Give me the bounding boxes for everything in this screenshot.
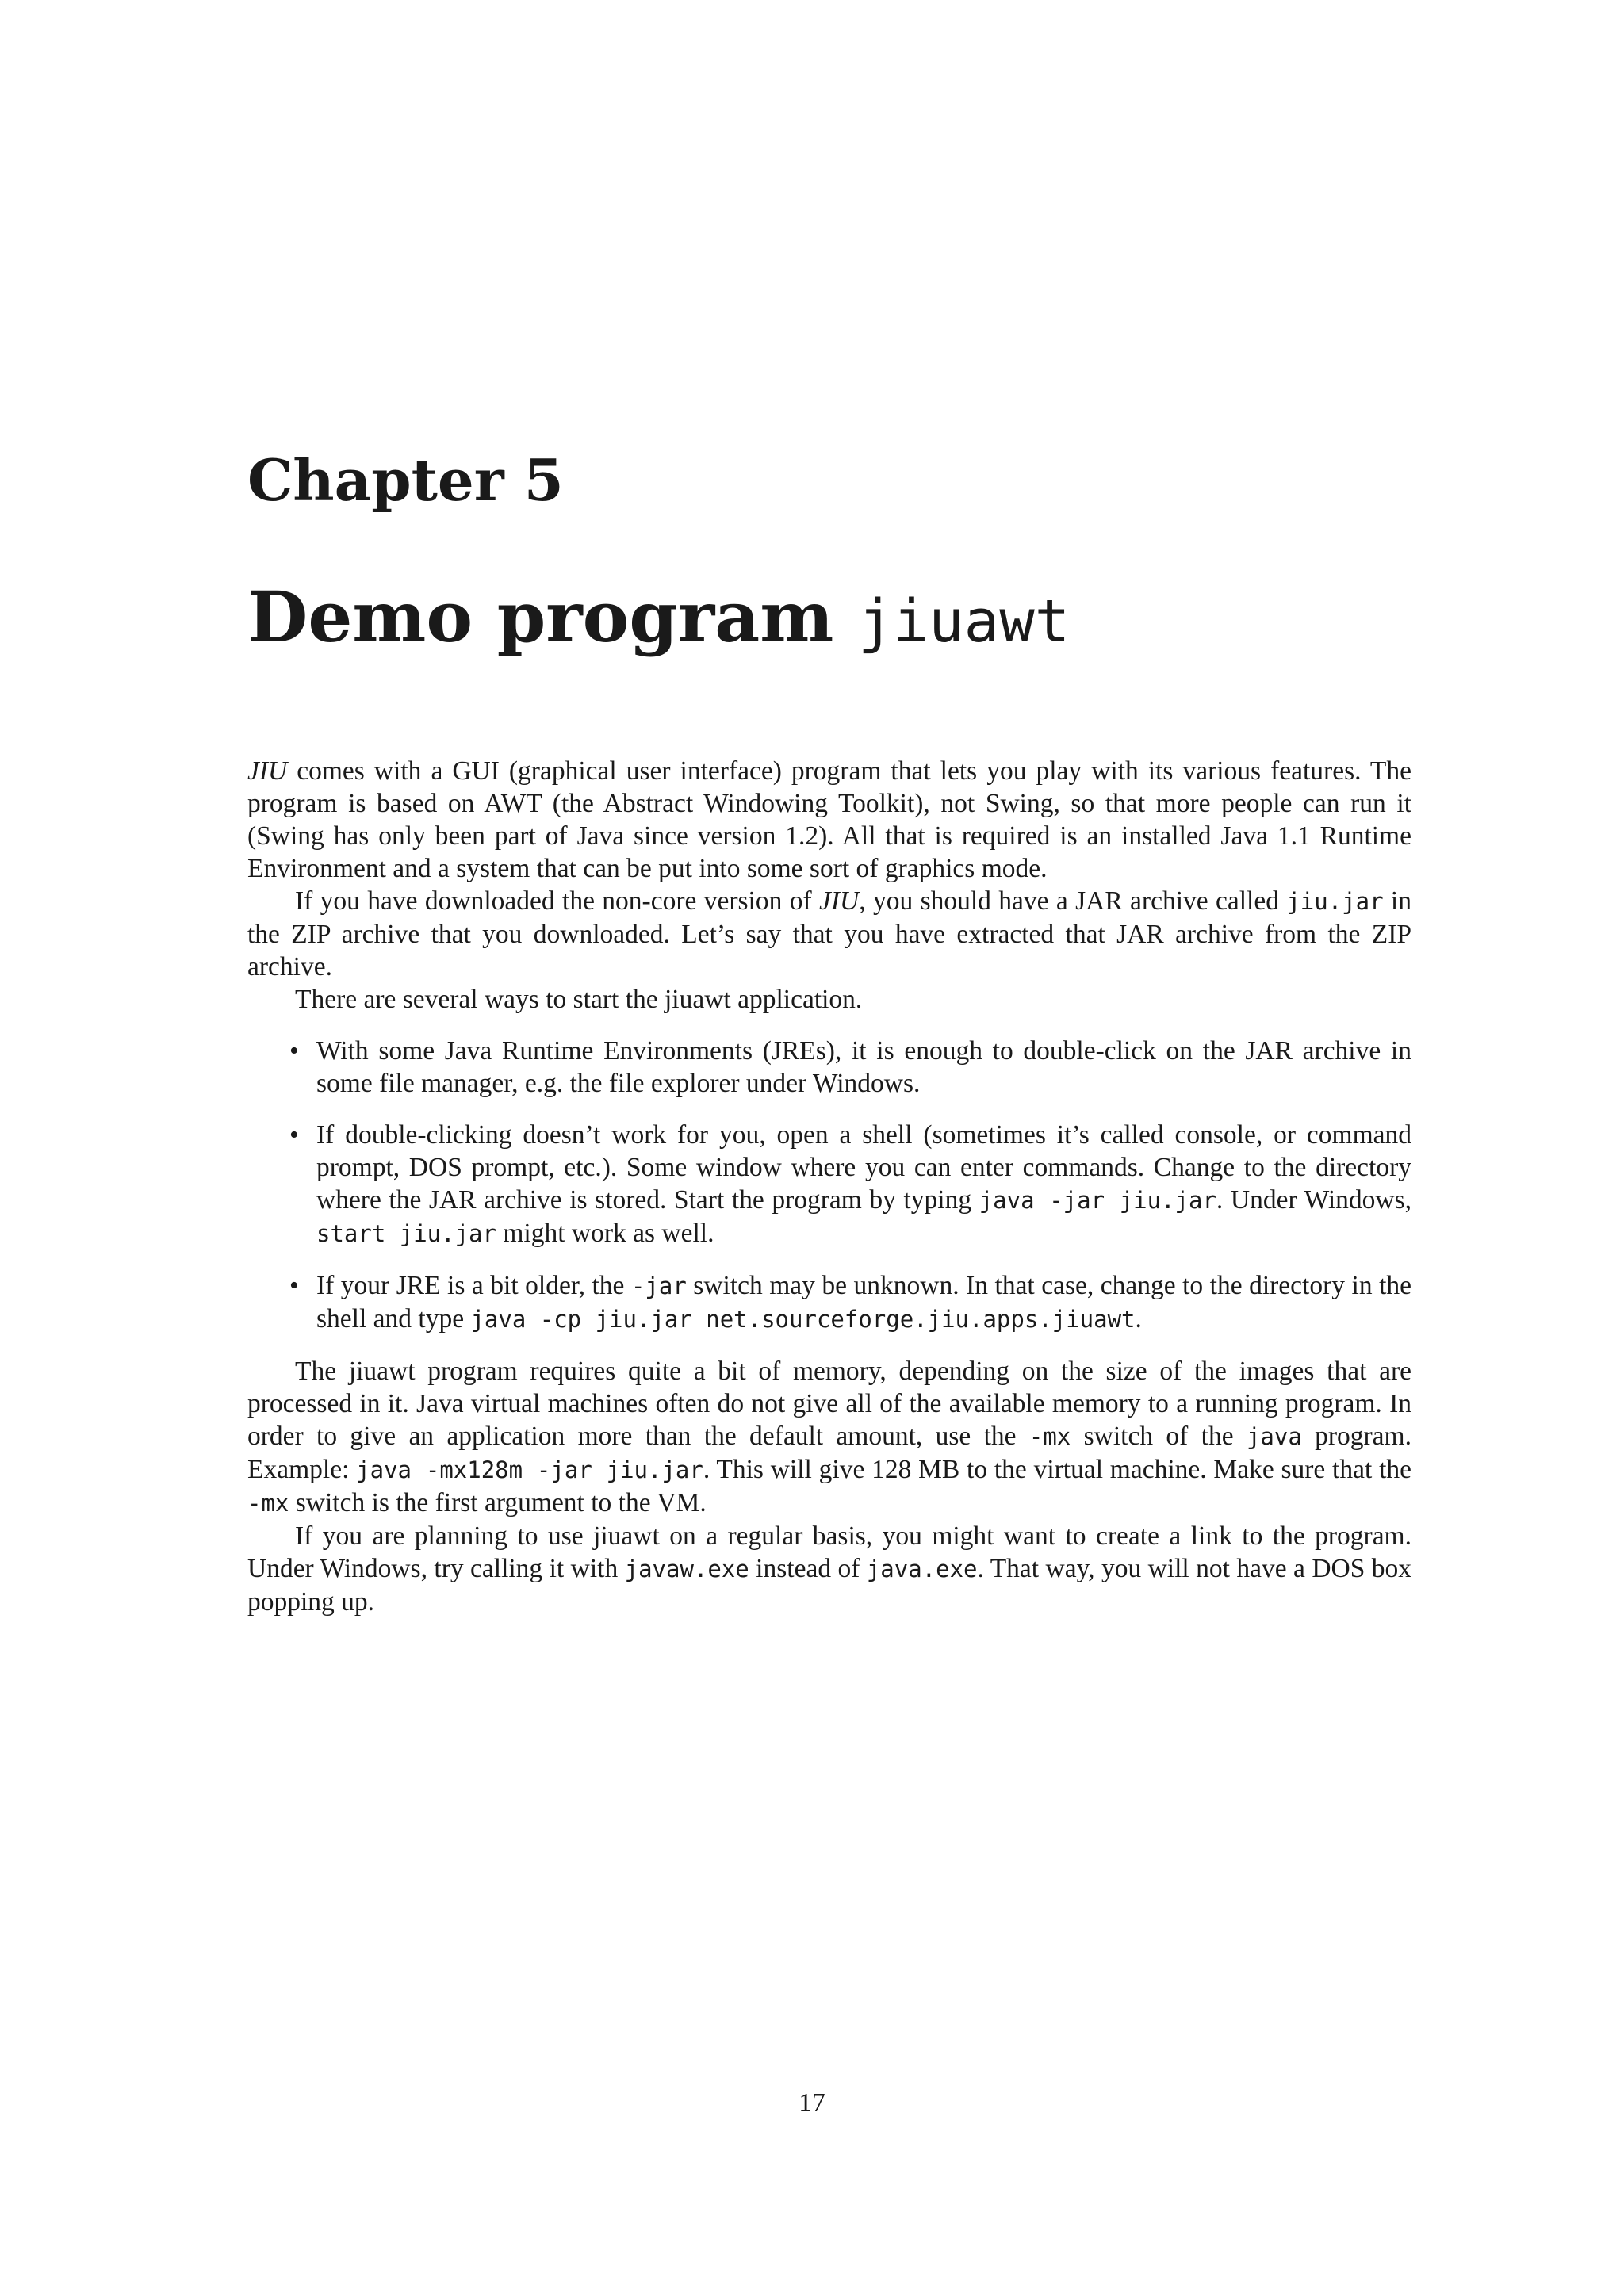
paragraph-5-code: java.exe (866, 1556, 978, 1582)
chapter-title-code: jiuawt (858, 587, 1071, 656)
paragraph-4-text-d: . This will give 128 MB to the virtual machine. Make sure that the (703, 1455, 1411, 1484)
list-item (289, 1035, 1411, 1100)
list-item-text-b: . Under Windows, (1216, 1185, 1412, 1215)
paragraph-4-code: java (1246, 1423, 1302, 1450)
start-methods-list (247, 1035, 1411, 1336)
body-text (247, 755, 1411, 1618)
list-item-code: java -cp jiu.jar net.sourceforge.jiu.apps.jiuawt (470, 1306, 1136, 1333)
list-item-text-a: If your JRE is a bit older, the (316, 1271, 631, 1300)
paragraph-2-emphasis: JIU (818, 886, 860, 916)
list-item-text-c: might work as well. (496, 1219, 714, 1248)
list-item-code: java -jar jiu.jar (979, 1187, 1216, 1214)
page-number: 17 (799, 2088, 825, 2118)
chapter-label: Chapter 5 (247, 446, 564, 514)
paragraph-5 (247, 1520, 1411, 1618)
paragraph-3: There are several ways to start the jiuawt application. (295, 985, 863, 1014)
paragraph-1-emphasis: JIU (247, 756, 288, 786)
paragraph-4-text-e: switch is the first argument to the VM. (289, 1488, 707, 1517)
paragraph-4-code: -mx (247, 1490, 289, 1517)
paragraph-4 (247, 1355, 1411, 1520)
paragraph-5-text-c: . That way, you will not have a DOS box popping up. (247, 1554, 1412, 1617)
paragraph-5-code: javaw.exe (624, 1556, 749, 1582)
chapter-content (247, 446, 1412, 1618)
list-item-text-c: . (1135, 1304, 1142, 1334)
bullet-icon: • (289, 1271, 299, 1300)
paragraph-5-text-b: instead of (749, 1554, 867, 1583)
paragraph-2-text-c: in the ZIP archive that you downloaded. Let’s say that you have extracted that JAR archive from the ZIP archive. (247, 886, 1411, 982)
paragraph-5-text-a: If you are planning to use jiuawt on a regular basis, you might want to create a link to the program. Under Windows, try calling it with (247, 1521, 1411, 1583)
paragraph-1-text: comes with a GUI (graphical user interface) program that lets you play with its various features. The program is based on AWT (the Abstract Windowing Toolkit), not Swing, so that more people can run it (Swing has only been part of Java since version 1.2). All that is required is an installed Java 1.1 Runtime Environment and a system that can be put into some sort of graphics mode. (247, 756, 1411, 883)
paragraph-4-text-b: switch of the (1071, 1422, 1247, 1451)
list-item-text: With some Java Runtime Environments (JREs), it is enough to double-click on the JAR archive in some file manager, e.g. the file explorer under Windows. (316, 1036, 1411, 1098)
paragraph-4-code: -mx (1028, 1423, 1071, 1450)
list-item-text-b: switch may be unknown. In that case, change to the directory in the shell and type (316, 1271, 1411, 1334)
bullet-icon: • (289, 1036, 299, 1066)
paragraph-2-text-b: , you should have a JAR archive called (859, 886, 1287, 916)
paragraph-2-code: jiu.jar (1286, 888, 1384, 915)
list-item (289, 1119, 1412, 1250)
paragraph-2 (247, 885, 1411, 983)
paragraph-4-text-c: program. Example: (247, 1422, 1411, 1484)
list-item-code: start jiu.jar (316, 1220, 496, 1247)
paragraph-4-code: java -mx128m -jar jiu.jar (356, 1456, 703, 1483)
paragraph-1 (247, 755, 1411, 885)
list-item-code: -jar (630, 1272, 687, 1299)
bullet-icon: • (289, 1120, 299, 1150)
list-item-text-a: If double-clicking doesn’t work for you, open a shell (sometimes it’s called console, or command prompt, DOS prompt, etc.). Some window where you can enter commands. Change to the directory where the JAR archive is stored. Start the program by typing (316, 1120, 1411, 1215)
list-item (289, 1269, 1411, 1336)
chapter-title (247, 576, 1411, 658)
chapter-title-text: Demo program (247, 576, 858, 658)
paragraph-2-text-a: If you have downloaded the non-core version of (295, 886, 819, 916)
paragraph-4-text-a: The jiuawt program requires quite a bit of memory, depending on the size of the images that are processed in it. Java virtual machines often do not give all of the available memory to a running program. In order to give an application more than the default amount, use the (247, 1357, 1411, 1451)
